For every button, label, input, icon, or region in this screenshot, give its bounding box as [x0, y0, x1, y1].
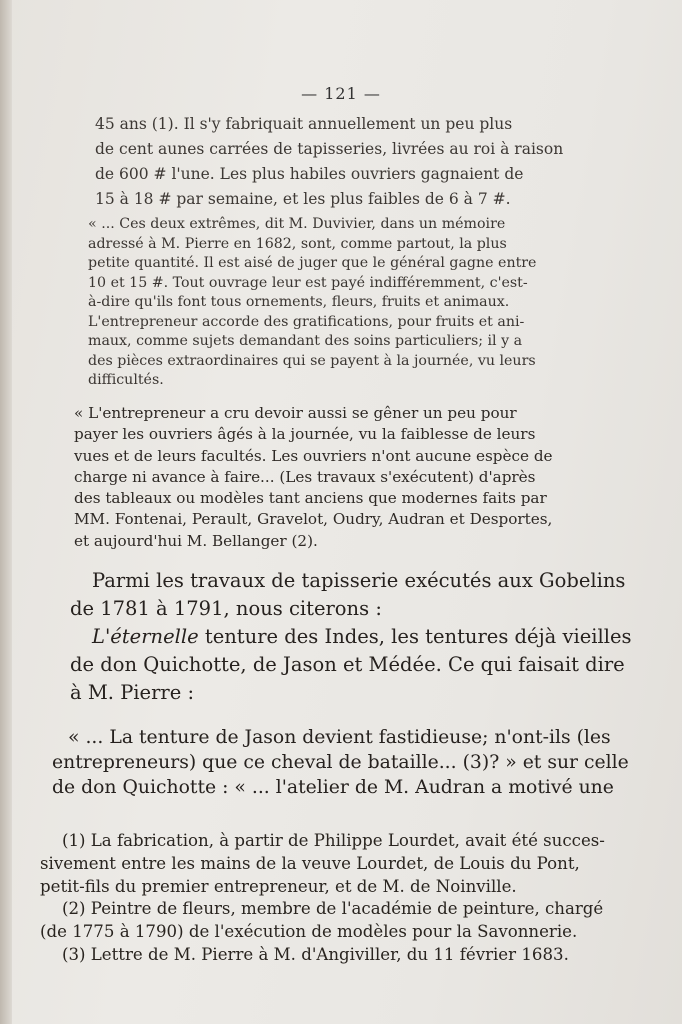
footnote-line: (de 1775 à 1790) de l'exécution de modèles pour la Savonnerie.: [40, 922, 578, 942]
page-edge: [0, 0, 12, 1024]
text-line: à-dire qu'ils font tous ornements, fleurs, fruits et animaux.: [88, 294, 510, 310]
text-line: difficultés.: [88, 372, 164, 388]
text-line: 45 ans (1). Il s'y fabriquait annuellement un peu plus: [95, 115, 513, 133]
text-line: petite quantité. Il est aisé de juger que le général gagne entre: [88, 255, 537, 271]
text-line: de 600 # l'une. Les plus habiles ouvriers gagnaient de: [95, 165, 524, 183]
footnote-line: (2) Peintre de fleurs, membre de l'académie de peinture, chargé: [62, 899, 604, 919]
text-line: de don Quichotte, de Jason et Médée. Ce qui faisait dire: [70, 653, 625, 676]
text-line: et aujourd'hui M. Bellanger (2).: [74, 531, 318, 550]
paragraph-jason: [52, 725, 629, 800]
footnote-line: (3) Lettre de M. Pierre à M. d'Angiviller, du 11 février 1683.: [62, 944, 569, 964]
text-line: payer les ouvriers âgés à la journée, vu la faiblesse de leurs: [74, 425, 536, 444]
text-line: [70, 623, 632, 651]
text-line: « L'entrepreneur a cru devoir aussi se gêner un peu pour: [74, 404, 517, 422]
text-line: « ... Ces deux extrêmes, dit M. Duvivier, dans un mémoire: [88, 216, 506, 232]
text-run: tenture des Indes, les tentures déjà vieilles: [198, 625, 632, 648]
text-line: vues et de leurs facultés. Les ouvriers n'ont aucune espèce de: [74, 446, 553, 465]
footnotes: [40, 830, 605, 967]
footnote-line: petit-fils du premier entrepreneur, et de M. de Noinville.: [40, 876, 517, 896]
text-line: de don Quichotte : « ... l'atelier de M. Audran a motivé une: [52, 777, 614, 798]
quote-duvivier: [88, 215, 536, 391]
page-number: — 121 —: [301, 84, 381, 103]
text-line: Parmi les travaux de tapisserie exécutés aux Gobelins: [92, 569, 626, 592]
text-line: des tableaux ou modèles tant anciens que modernes faits par: [74, 489, 547, 508]
text-line: entrepreneurs) que ce cheval de bataille... (3)? » et sur celle: [52, 752, 629, 773]
text-line: de cent aunes carrées de tapisseries, livrées au roi à raison: [95, 140, 564, 158]
text-line: MM. Fontenai, Perault, Gravelot, Oudry, Audran et Desportes,: [74, 510, 553, 529]
text-line: charge ni avance à faire... (Les travaux s'exécutent) d'après: [74, 467, 536, 486]
text-line: adressé à M. Pierre en 1682, sont, comme partout, la plus: [88, 235, 507, 252]
paragraph-wages: [95, 112, 563, 212]
paragraph-gobelins: [70, 567, 632, 707]
quote-entrepreneur: [74, 403, 553, 552]
text-line: à M. Pierre :: [70, 681, 195, 704]
footnote-line: (1) La fabrication, à partir de Philippe Lourdet, avait été succes-: [62, 831, 605, 850]
footnote-line: sivement entre les mains de la veuve Lourdet, de Louis du Pont,: [40, 853, 580, 873]
text-line: L'entrepreneur accorde des gratifications, pour fruits et ani-: [88, 313, 525, 330]
text-line: maux, comme sujets demandant des soins particuliers; il y a: [88, 333, 523, 349]
text-line: 10 et 15 #. Tout ouvrage leur est payé indifféremment, c'est-: [88, 274, 528, 291]
emphasis-text: L'éternelle: [92, 625, 199, 648]
text-line: « ... La tenture de Jason devient fastidieuse; n'ont-ils (les: [68, 727, 611, 748]
text-line: 15 à 18 # par semaine, et les plus faibles de 6 à 7 #.: [95, 190, 511, 208]
text-line: de 1781 à 1791, nous citerons :: [70, 597, 382, 620]
text-line: des pièces extraordinaires qui se payent à la journée, vu leurs: [88, 352, 536, 369]
